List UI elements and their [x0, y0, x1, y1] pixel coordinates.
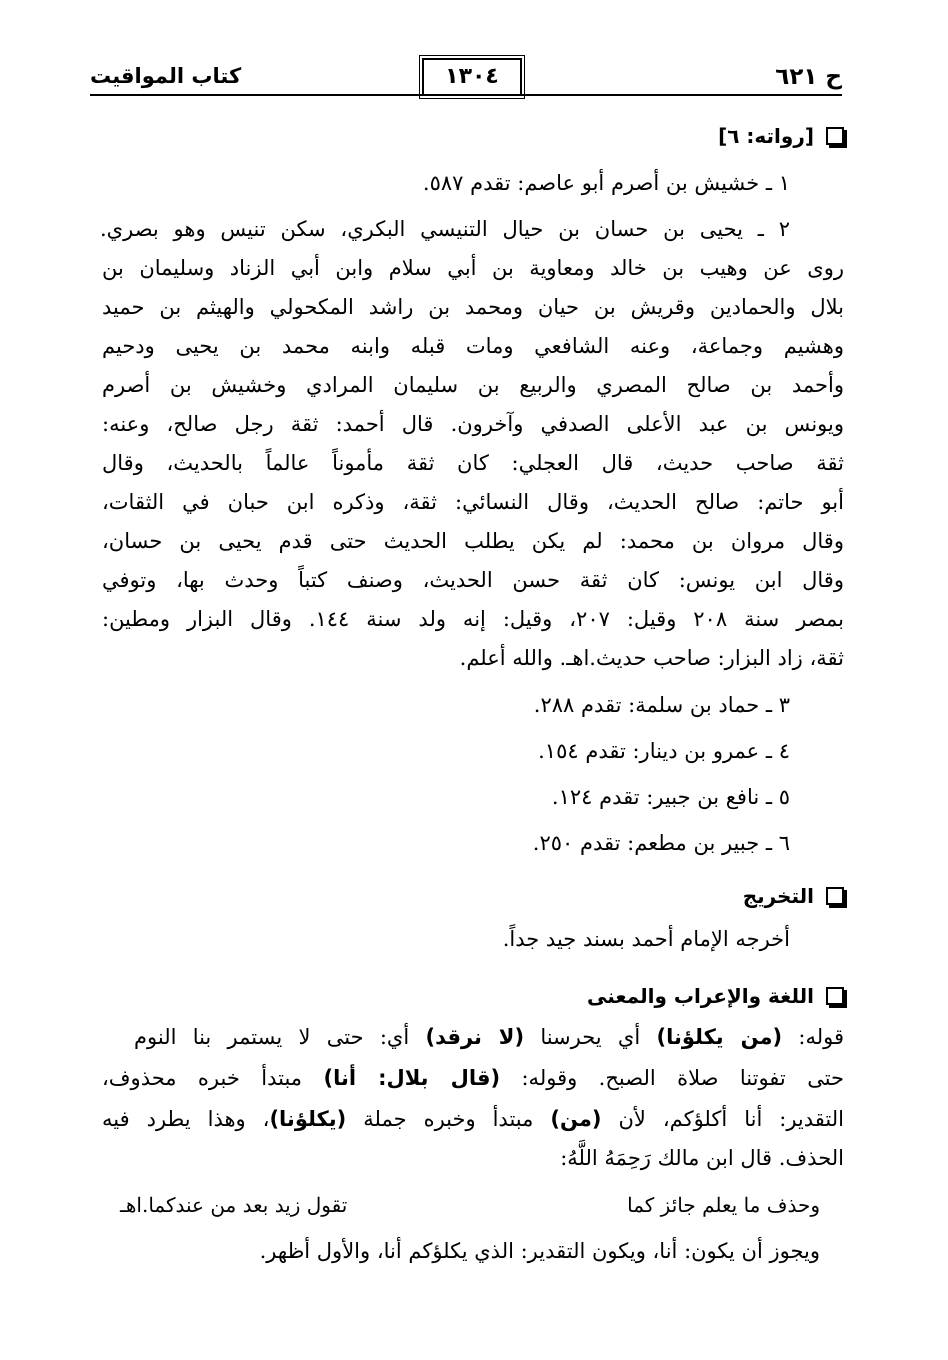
book-title: كتاب المواقيت: [90, 64, 242, 88]
narrator-line: ويونس بن عبد الأعلى الصدفي وآخرون. قال أحمد: ثقة رجل صالح، وعنه:: [102, 412, 844, 436]
poem-second-hemistich: تقول زيد بعد من عندكما.اهـ: [120, 1193, 348, 1217]
narrator-line: وأحمد بن صالح المصري والربيع بن سليمان المرادي وخشيش بن أصرم: [102, 373, 844, 397]
page-reference: ح ٦٢١: [775, 64, 842, 90]
language-line: قوله: (من يكلؤنا) أي يحرسنا (لا نرقد) أي: حتى لا يستمر بنا النوم: [134, 1025, 845, 1049]
narrator-line: ٤ ـ عمرو بن دينار: تقدم ١٥٤.: [538, 739, 790, 763]
checkbox-bullet-icon: [826, 127, 844, 145]
page-header: [90, 58, 842, 98]
narrator-line: ٦ ـ جبير بن مطعم: تقدم ٢٥٠.: [532, 831, 790, 855]
narrator-line: ٢ ـ يحيى بن حسان بن حيال التنيسي البكري، سكن تنيس وهو بصري.: [100, 217, 790, 241]
language-line: الحذف. قال ابن مالك رَحِمَهُ اللَّهُ:: [560, 1146, 844, 1170]
header-rule: [90, 94, 842, 96]
narrators-heading: [رواته: ٦]: [718, 124, 844, 148]
poem-first-hemistich: وحذف ما يعلم جائز كما: [627, 1193, 820, 1217]
narrator-line: ٣ ـ حماد بن سلمة: تقدم ٢٨٨.: [533, 693, 790, 717]
language-line: ويجوز أن يكون: أنا، ويكون التقدير: الذي يكلؤكم أنا، والأول أظهر.: [259, 1239, 820, 1263]
poem-verse: [120, 1190, 820, 1220]
narrator-line: وقال مروان بن محمد: لم يكن يطلب الحديث حتى قدم يحيى بن حسان،: [102, 529, 844, 553]
language-line: حتى تفوتنا صلاة الصبح. وقوله: (قال بلال: أنا) مبتدأ خبره محذوف،: [102, 1066, 845, 1090]
checkbox-bullet-icon: [826, 887, 844, 905]
narrator-line: بمصر سنة ٢٠٨ وقيل: ٢٠٧، وقيل: إنه ولد سنة ١٤٤. وقال البزار ومطين:: [102, 607, 844, 631]
checkbox-bullet-icon: [826, 987, 844, 1005]
narrator-line: روى عن وهيب بن خالد ومعاوية بن أبي سلام وابن أبي الزناد وسليمان بن: [102, 256, 844, 280]
narrator-line: ثقة، زاد البزار: صاحب حديث.اهـ. والله أعلم.: [459, 646, 844, 670]
takhrij-text: أخرجه الإمام أحمد بسند جيد جداً.: [502, 927, 790, 951]
narrator-line: بلال والحمادين وقريش بن حيان ومحمد بن راشد المكحولي والهيثم بن حميد: [102, 295, 844, 319]
language-heading: اللغة والإعراب والمعنى: [587, 984, 844, 1008]
takhrij-heading: التخريج: [743, 884, 844, 908]
narrator-line: أبو حاتم: صالح الحديث، وقال النسائي: ثقة، وذكره ابن حبان في الثقات،: [102, 490, 844, 514]
narrator-line: ١ ـ خشيش بن أصرم أبو عاصم: تقدم ٥٨٧.: [422, 171, 790, 195]
narrator-line: ٥ ـ نافع بن جبير: تقدم ١٢٤.: [551, 785, 790, 809]
narrator-line: وهشيم وجماعة، وعنه الشافعي ومات قبله وابنه محمد بن يحيى ودحيم: [102, 334, 844, 358]
narrator-line: ثقة صاحب حديث، قال العجلي: كان ثقة مأموناً عالماً بالحديث، وقال: [102, 451, 844, 475]
hadith-number-frame: ١٣٠٤: [422, 58, 522, 96]
language-line: التقدير: أنا أكلؤكم، لأن (من) مبتدأ وخبره جملة (يكلؤنا)، وهذا يطرد فيه: [102, 1107, 844, 1131]
narrator-line: وقال ابن يونس: كان ثقة حسن الحديث، وصنف كتباً وحدث بها، وتوفي: [102, 568, 844, 592]
